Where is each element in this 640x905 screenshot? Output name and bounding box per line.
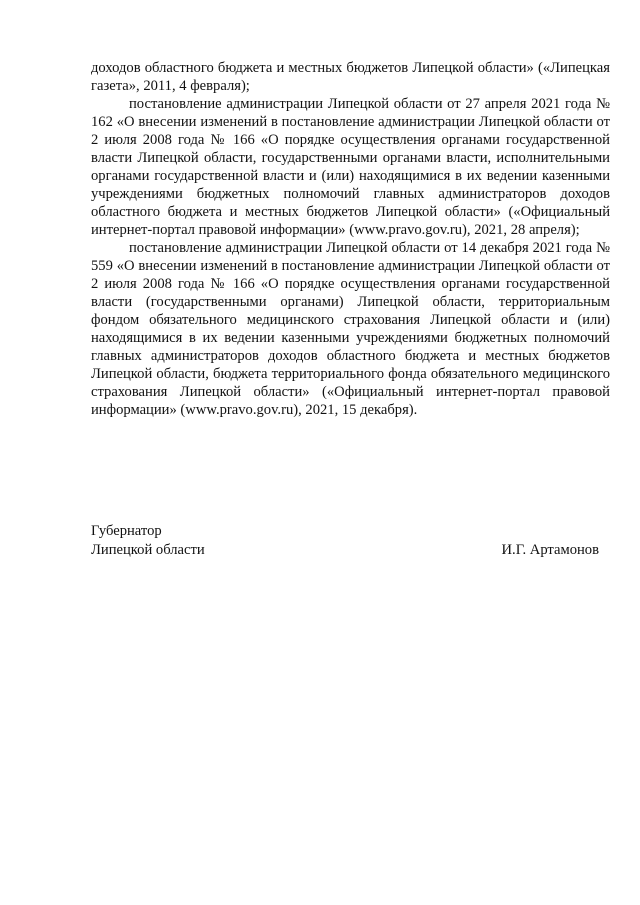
paragraph-resolution-559: постановление администрации Липецкой области от 14 декабря 2021 года № 559 «О внесении изменений в постановление администрации Липецкой области от 2 июля 2008 года № 166 «О порядке осуществления органами государственной власти (государственными органами) Липецкой области, территориальным фондом обязательного медицинского страхования Липецкой области и (или) находящимися в их ведении казенными учреждениями бюджетных полномочий главных администраторов доходов областного бюджета и местных бюджетов Липецкой области, бюджета территориального фонда обязательного медицинского страхования Липецкой области» («Официальный интернет-портал правовой информации» (www.pravo.gov.ru), 2021, 15 декабря). (91, 240, 610, 418)
signature-block (91, 522, 610, 560)
document-body (91, 59, 610, 419)
signature-row (91, 541, 610, 560)
paragraph-continuation: доходов областного бюджета и местных бюджетов Липецкой области» («Липецкая газета», 2011, 4 февраля); (91, 60, 610, 94)
paragraph-resolution-162: постановление администрации Липецкой области от 27 апреля 2021 года № 162 «О внесении изменений в постановление администрации Липецкой области от 2 июля 2008 года № 166 «О порядке осуществления органами государственной власти Липецкой области, государственными органами власти, исполнительными органами государственной власти и (или) находящимися в их ведении казенными учреждениями бюджетных полномочий главных администраторов доходов областного бюджета и местных бюджетов Липецкой области» («Официальный интернет-портал правовой информации» (www.pravo.gov.ru), 2021, 28 апреля); (91, 96, 610, 238)
signatory-name: И.Г. Артамонов (501, 542, 599, 558)
signatory-title-line2: Липецкой области (91, 542, 205, 558)
signatory-title-line1: Губернатор (91, 523, 162, 539)
